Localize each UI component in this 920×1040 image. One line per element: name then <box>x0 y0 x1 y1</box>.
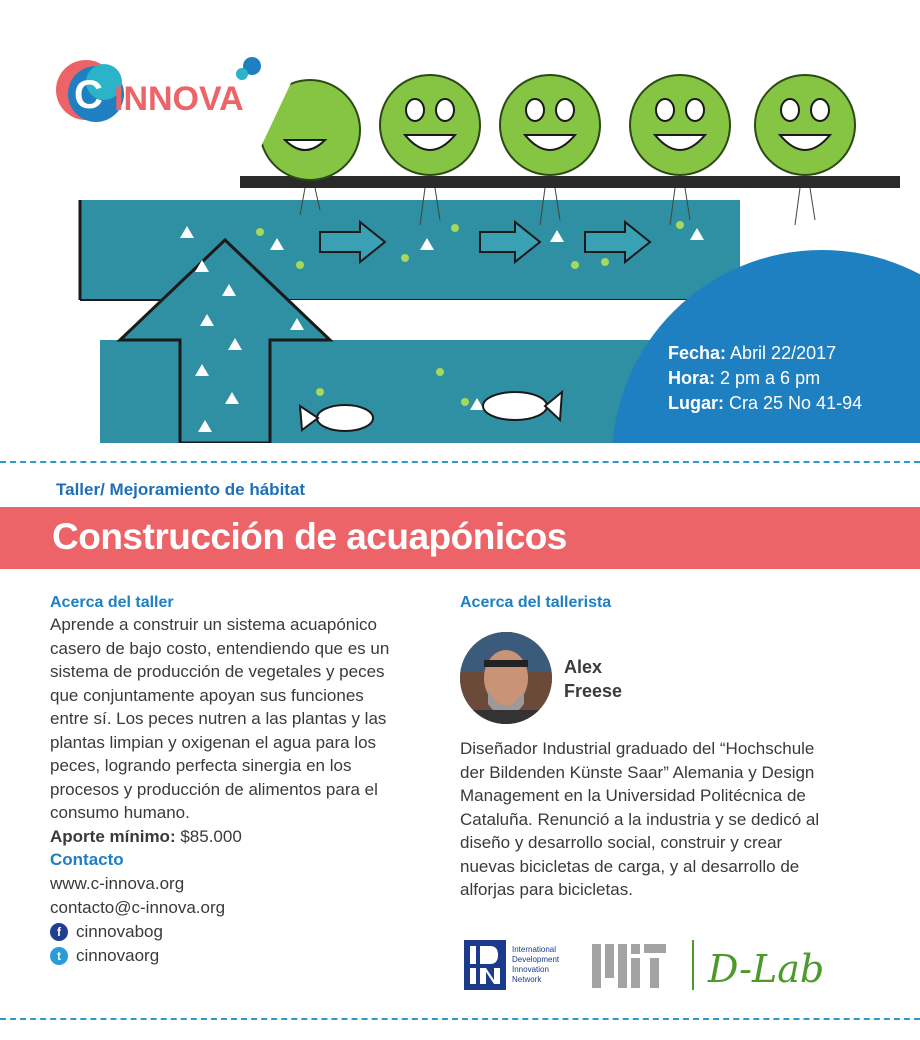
title-band <box>0 507 920 569</box>
fecha-label: Fecha: <box>668 343 727 363</box>
about-line: entre sí. Los peces nutren a las plantas y las <box>50 709 387 728</box>
bio-line: der Bildenden Künste Saar” Alemania y Design <box>460 762 815 782</box>
contact-email[interactable]: contacto@c-innova.org <box>50 897 226 917</box>
twitter-handle: cinnovaorg <box>76 945 160 965</box>
instructor-heading: Acerca del tallerista <box>460 594 612 611</box>
bio-line: nuevas bicicletas de carga, y al desarrollo de <box>460 856 800 876</box>
event-info <box>668 341 862 416</box>
instructor-bio <box>460 737 870 902</box>
idin-line: Network <box>512 975 542 984</box>
idin-logo <box>464 940 559 990</box>
twitter-link[interactable] <box>50 944 420 968</box>
idin-mark-icon <box>464 940 506 990</box>
lugar-value: Cra 25 No 41-94 <box>729 393 863 413</box>
aporte-value: $85.000 <box>180 826 242 846</box>
about-text <box>50 613 420 825</box>
about-heading: Acerca del taller <box>50 594 174 611</box>
hora-value: 2 pm a 6 pm <box>720 368 821 388</box>
idin-line: International <box>512 945 557 954</box>
hero-illustration <box>0 0 920 443</box>
about-column <box>50 593 420 968</box>
contact-web[interactable]: www.c-innova.org <box>50 873 185 893</box>
divider-top <box>0 461 920 463</box>
about-line: que conjuntamente apoyan sus funciones <box>50 685 364 705</box>
about-line: casero de bajo costo, entendiendo que es un <box>50 638 390 658</box>
svg-text:INNOVA: INNOVA <box>114 80 244 118</box>
about-line: procesos y producción de alimentos para el <box>50 779 378 799</box>
lugar-label: Lugar: <box>668 393 724 413</box>
facebook-icon: f <box>50 923 68 941</box>
bio-line: alforjas para bicicletas. <box>460 880 633 899</box>
workshop-title: Construcción de acuapónicos <box>52 516 567 557</box>
contact-heading: Contacto <box>50 849 124 869</box>
about-line: Aprende a construir un sistema acuapónico <box>50 615 377 634</box>
bio-line: diseño y desarrollo social, construir y crear <box>460 833 783 852</box>
idin-line: Innovation <box>512 965 549 974</box>
idin-line: Development <box>512 955 560 964</box>
about-line: plantas limpian y oxigenan el agua para los <box>50 732 377 752</box>
c-innova-logo <box>52 52 267 132</box>
workshop-category: Taller/ Mejoramiento de hábitat <box>56 480 306 499</box>
instructor-last-name: Freese <box>564 681 623 701</box>
facebook-handle: cinnovabog <box>76 921 163 941</box>
divider-bottom <box>0 1018 920 1020</box>
mit-dlab-logo <box>592 940 862 999</box>
about-line: peces, logrando perfecta sinergia en los <box>50 756 352 775</box>
aporte <box>50 825 420 848</box>
svg-text:C: C <box>74 73 103 117</box>
idin-text <box>512 945 559 985</box>
facebook-link[interactable] <box>50 920 420 944</box>
bio-line: Cataluña. Renunció a la industria y se dedicó al <box>460 809 820 829</box>
fecha-value: Abril 22/2017 <box>730 343 837 363</box>
bio-line: Management en la Universidad Politécnica de <box>460 786 806 805</box>
instructor-avatar <box>460 632 552 724</box>
dlab-text: D-Lab <box>708 947 825 991</box>
instructor-column <box>460 593 860 613</box>
aporte-label: Aporte mínimo: <box>50 826 176 846</box>
instructor-first-name: Alex <box>564 657 603 677</box>
bio-line: Diseñador Industrial graduado del “Hochschule <box>460 739 815 758</box>
about-line: consumo humano. <box>50 803 190 822</box>
about-line: sistema de producción de vegetales y peces <box>50 662 385 681</box>
hora-label: Hora: <box>668 368 716 388</box>
twitter-icon: t <box>50 947 68 965</box>
instructor-name <box>564 655 622 703</box>
